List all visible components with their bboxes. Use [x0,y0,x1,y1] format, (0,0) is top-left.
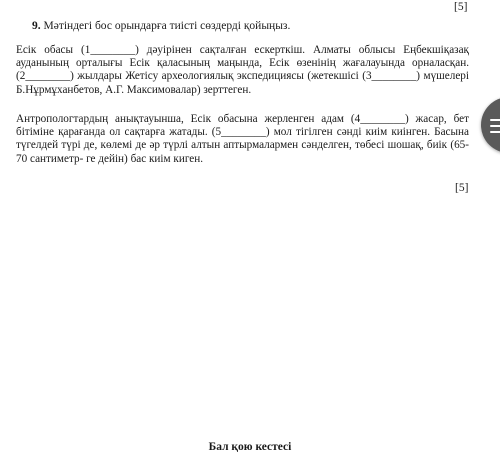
paragraph-1: Есік обасы (1________) дәуірінен сақталған ескерткіш. Алматы облысы Еңбекшіқазақ ауданының орталығы Есік қаласының маңында, Есік өзенінің жағалауында орналасқан. (2________) жылдары Жетісу археологиялық экспедициясы (жетекшісі (3________) мүшелері Б.Нұрмұханбетов, А.Г. Максимовалар) зерттеген. [16,44,469,96]
scoring-table-title: Бал қою кестесі [208,441,292,453]
question-header [32,19,290,33]
hamburger-menu-icon[interactable] [481,97,500,153]
question-number: 9. [32,20,41,32]
question-instruction: Мәтіндегі бос орындарға тиісті сөздерді қойыңыз. [43,20,291,32]
menu-bar [490,119,500,121]
marks-bottom: [5] [455,182,469,194]
menu-bar [490,131,500,133]
marks-top: [5] [454,1,468,13]
menu-bar [490,125,500,127]
paragraph-2: Антропологтардың анықтауынша, Есік обасына жерленген адам (4________) жасар, бет бітіміне қарағанда ол сақтарға жатады. (5________) мол тігілген сәнді киім киінген. Басына түгелдей түрі де, көлемі де әр түрлі алтын аптырмалармен сәнделген, төбесі шошақ, биік (65-70 сантиметр- ге дейін) бас киім киген. [16,113,469,165]
